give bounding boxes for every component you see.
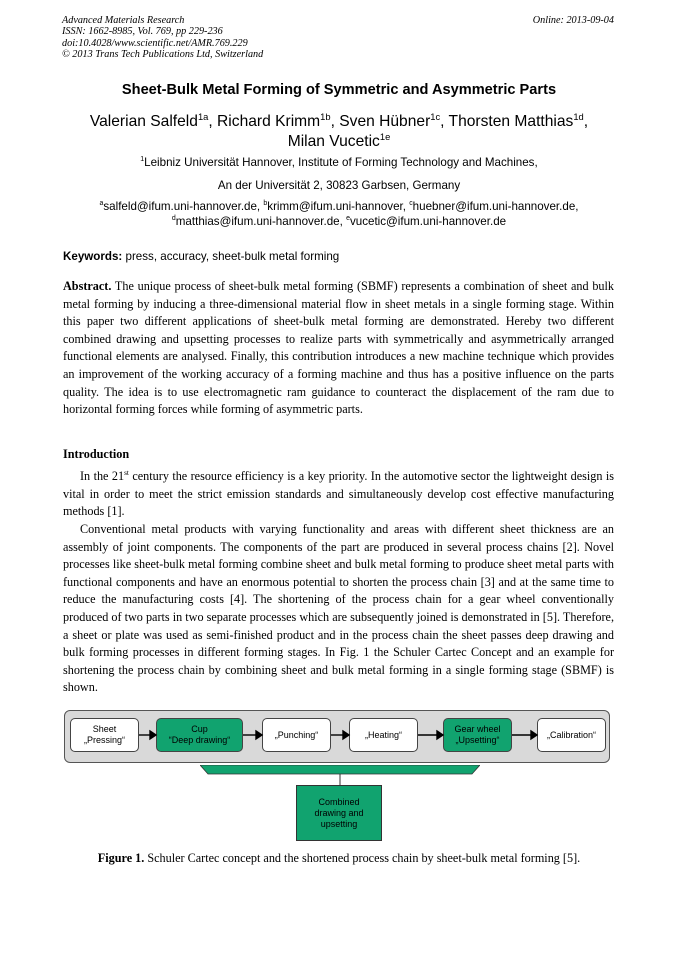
flow-arrows [0, 728, 678, 744]
email-link[interactable]: salfeld@ifum.uni-hannover.de, [103, 200, 264, 213]
abstract: Abstract. The unique process of sheet-bulk metal forming (SBMF) represents a combination of sheet and bulk metal forming by inducing a three-dimensional material flow in sheet metals in a single forming stage. Within this paper two different applications of sheet-bulk metal forming are demonstrated. Hereby two different combined drawing and upsetting processes to realize parts with symmetrically and asymmetrically arranged functional elements are analysed. Finally, this contribution introduces a new machine technique which provides an improvement of the working accuracy of a forming machine and thus has a positive influence on the parts quality. The idea is to use electromagnetic ram guidance to counteract the displacement of the ram due to horizontal forming forces while forming of asymmetric parts. [63, 279, 614, 417]
arrow-icon [150, 731, 156, 739]
journal-header [62, 15, 616, 61]
author-name: Milan Vucetic [287, 133, 380, 150]
copyright: © 2013 Trans Tech Publications Ltd, Switzerland [62, 49, 264, 61]
combined-process-box: Combined drawing and upsetting [296, 785, 382, 841]
affiliation: $^1$Leibniz Universität Hannover, Institute of Forming Technology and Machines, [140, 156, 538, 169]
journal-name: Advanced Materials Research [62, 15, 185, 26]
merge-bracket-icon [200, 765, 480, 785]
email-list: $^a$salfeld@ifum.uni-hannover.de, $^b$krimm@ifum.uni-hannover, $^c$huebner@ifum.uni-hannover.de, $^d$matthias@ifum.uni-hannover.de, $^e$vucetic@ifum.uni-hannover.de [99, 200, 579, 228]
process-step-box: Gear wheel „Upsetting“ [443, 718, 512, 752]
arrow-icon [437, 731, 443, 739]
email-link[interactable]: huebner@ifum.uni-hannover.de, [412, 200, 579, 213]
author-name: , Richard Krimm [208, 113, 321, 130]
author-name: , Thorsten Matthias [440, 113, 574, 130]
paper-title: Sheet-Bulk Metal Forming of Symmetric and Asymmetric Parts [121, 82, 557, 98]
email-link[interactable]: matthias@ifum.uni-hannover.de, [175, 215, 347, 228]
email-link[interactable]: vucetic@ifum.uni-hannover.de [349, 215, 507, 228]
online-date: Online: 2013-09-04 [532, 15, 614, 26]
process-step-box: „Calibration“ [537, 718, 606, 752]
section-heading: Introduction [63, 447, 130, 461]
process-step-box: Sheet „Pressing“ [70, 718, 139, 752]
keywords: Keywords: press, accuracy, sheet-bulk metal forming [63, 250, 340, 263]
figure-caption: Figure 1. Schuler Cartec concept and the shortened process chain by sheet-bulk metal forming [5]. [97, 851, 581, 865]
affiliation-address: An der Universität 2, 30823 Garbsen, Germany [217, 179, 461, 192]
intro-paragraph-1: In the 21st century the resource efficiency is a key priority. In the automotive sector the lightweight design is vital in order to meet the strict emission standards and simultaneously develop cost effective manufacturing methods [1]. [63, 467, 614, 519]
doi: doi:10.4028/www.scientific.net/AMR.769.229 [62, 37, 248, 49]
arrow-icon [531, 731, 537, 739]
process-step-box: Cup “Deep drawing“ [156, 718, 243, 752]
author-name: Valerian Salfeld [89, 113, 198, 130]
arrow-icon [343, 731, 349, 739]
email-link[interactable]: krimm@ifum.uni-hannover, [267, 200, 410, 213]
process-step-box: „Heating“ [349, 718, 418, 752]
process-step-box: „Punching“ [262, 718, 331, 752]
intro-paragraph-2: Conventional metal products with varying functionality and areas with different sheet thickness are an assembly of joint components. The components of the part are produced in several process chains [2]. Novel processes like sheet-bulk metal forming combine sheet and bulk metal forming to produce sheet metal parts with functional components and have an enormous potential to shorten the process chain [3] and at the same time to reduce the manufacturing costs [4]. The shortening of the process chain for a gear wheel conventionally produced of two parts in two separate processes which are subsequently joined is demonstrated in [5]. Therefore, a sheet or plate was used as semi-finished product and in the process chain the sheet passes deep drawing and bulk forming processes in different forming stages. In Fig. 1 the Schuler Cartec Concept and an example for shortening the process chain by combining sheet and bulk metal forming in a single forming stage (SBMF) is shown. [63, 522, 614, 695]
issn: ISSN: 1662-8985, Vol. 769, pp 229-236 [62, 26, 223, 38]
author-list: Valerian Salfeld$^{1a}$, Richard Krimm$^{1b}$, Sven Hübner$^{1c}$, Thorsten Matthias$^{1d}$, Milan Vucetic$^{1e}$ [89, 111, 589, 150]
author-name: , Sven Hübner [330, 113, 431, 130]
arrow-icon [256, 731, 262, 739]
